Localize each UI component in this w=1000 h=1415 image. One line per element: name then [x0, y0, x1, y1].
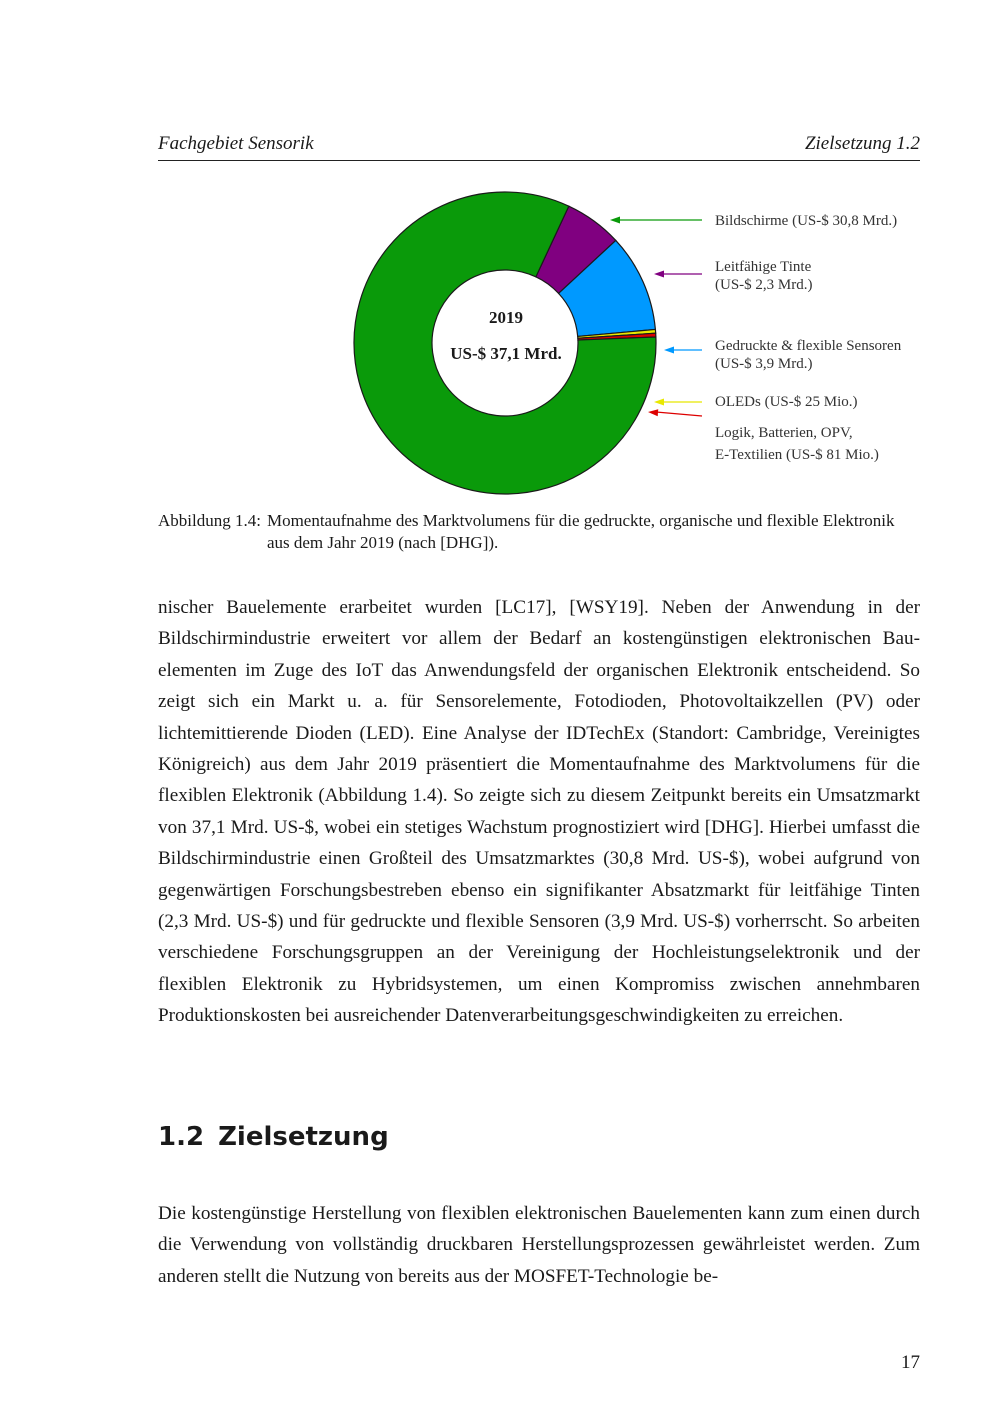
center-year: 2019 — [489, 308, 523, 327]
legend-arrowhead-2 — [664, 347, 674, 354]
header-left: Fachgebiet Sensorik — [158, 133, 314, 154]
running-header — [158, 130, 920, 161]
legend-arrowhead-3 — [654, 399, 664, 406]
legend-label-0-0: Bildschirme (US-$ 30,8 Mrd.) — [715, 213, 898, 229]
donut-slices — [354, 192, 656, 494]
legend-label-1-0: Leitfähige Tinte — [715, 259, 812, 275]
legend-label-1-1: (US-$ 2,3 Mrd.) — [715, 277, 813, 293]
body-paragraph-1: nischer Bauelemente erarbeitet wurden [LC17], [WSY19]. Neben der Anwendung in der Bildschirmindustrie erweitert vor allem der Bedarf an kostengünstigen elektronischen Bauelementen im Zuge des IoT das Anwendungsfeld der organischen Elektronik entscheidend. So zeigt sich ein Markt u. a. für Sensorelemente, Fotodioden, Photovoltaikzellen (PV) oder lichtemittierende Dioden (LED). Eine Analyse der IDTechEx (Standort: Cambridge, Vereinigtes Königreich) aus dem Jahr 2019 präsentiert die Momentaufnahme des Marktvolumens für die flexiblen Elektronik (Abbildung 1.4). So zeigte sich zu diesem Zeitpunkt bereits ein Umsatzmarkt von 37,1 Mrd. US-$, wobei ein stetiges Wachstum prognostiziert wird [DHG]. Hierbei umfasst die Bildschirmindustrie einen Großteil des Umsatzmarktes (30,8 Mrd. US-$), wobei aufgrund von gegenwärtigen Forschungsbestreben ebenso ein signifikanter Absatzmarkt für leitfähige Tinten (2,3 Mrd. US-$) und für gedruckte und flexible Sensoren (3,9 Mrd. US-$) vorherrscht. So arbeiten verschiedene Forschungsgruppen an der Vereinigung der Hochleistungselektronik und der flexiblen Elektronik zu Hybridsystemen, um einen Kompromiss zwischen annehmbaren Produktionskosten bei ausreichender Datenverarbeitungsgeschwindigkeiten zu erreichen. — [158, 597, 920, 1027]
section-heading — [158, 1122, 389, 1152]
legend-label-2-1: (US-$ 3,9 Mrd.) — [715, 356, 813, 372]
section-number: 1.2 — [158, 1122, 205, 1152]
header-right: Zielsetzung 1.2 — [804, 133, 920, 154]
caption-label: Abbildung 1.4: — [158, 511, 261, 530]
legend-label-4-1: E-Textilien (US-$ 81 Mio.) — [715, 447, 879, 463]
legend-arrowhead-4 — [648, 409, 658, 416]
figure-caption — [158, 510, 920, 554]
page-number: 17 — [901, 1352, 920, 1373]
legend-arrowhead-0 — [610, 217, 620, 224]
body-paragraph-2: Die kostengünstige Herstellung von flexiblen elektronischen Bauelementen kann zum einen durch die Verwendung von vollständig druckbaren Herstellungsprozessen gewährleistet werden. Zum anderen stellt die Nutzung von bereits aus der MOSFET-Technologie be- — [158, 1203, 920, 1287]
center-total: US-$ 37,1 Mrd. — [450, 344, 562, 363]
legend-arrowhead-1 — [654, 271, 664, 278]
market-donut-chart — [340, 180, 940, 500]
caption-text: Momentaufnahme des Marktvolumens für die gedruckte, organische und flexible Elektronik aus dem Jahr 2019 (nach [DHG]). — [266, 511, 895, 552]
section-title: Zielsetzung — [218, 1122, 389, 1152]
legend-pointer-4 — [656, 412, 702, 416]
legend-label-3-0: OLEDs (US-$ 25 Mio.) — [715, 394, 858, 410]
legend-label-2-0: Gedruckte & flexible Sensoren — [715, 338, 902, 354]
legend-label-4-0: Logik, Batterien, OPV, — [715, 425, 853, 441]
